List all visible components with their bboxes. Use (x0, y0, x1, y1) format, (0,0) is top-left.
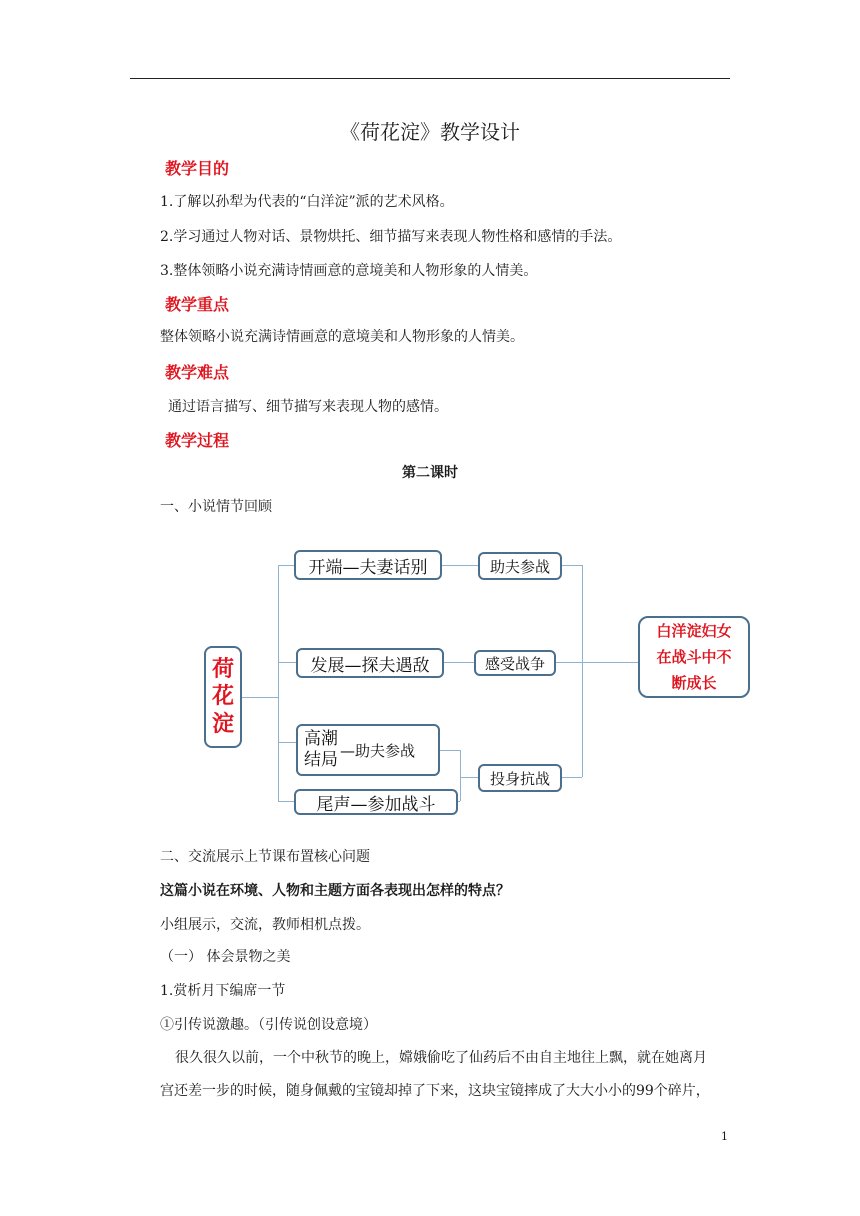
part-1-heading: 一、小说情节回顾 (160, 499, 272, 515)
connector (458, 801, 460, 802)
group-activity: 小组展示，交流，教师相机点拨。 (160, 917, 370, 933)
root-char: 花 (211, 684, 234, 710)
connector (440, 750, 460, 751)
connector (278, 565, 279, 801)
stage-epilogue-label: 尾声—参加战斗 (316, 794, 436, 815)
climax-labels (304, 729, 338, 772)
root-title-box (204, 646, 242, 748)
aim-1: 1.了解以孙犁为代表的“白洋淀”派的艺术风格。 (160, 194, 454, 210)
connector (240, 697, 278, 698)
stage-climax-box (296, 724, 440, 776)
stage-opening-label: 开端—夫妻话别 (308, 557, 428, 578)
heading-difficulties: 教学难点 (165, 363, 230, 382)
root-char: 淀 (211, 711, 234, 737)
theme-help-husband-label: 助夫参战 (489, 557, 550, 576)
plot-diagram (0, 540, 860, 830)
lesson-label: 第二课时 (402, 465, 458, 481)
stage-epilogue-box (294, 789, 458, 815)
connector (444, 662, 474, 663)
theme-feel-war-box (474, 650, 556, 676)
core-question: 这篇小说在环境、人物和主题方面各表现出怎样的特点？ (160, 883, 510, 899)
connector (460, 777, 478, 778)
page-number: 1 (721, 1130, 728, 1143)
heading-key-points: 教学重点 (165, 295, 230, 314)
heading-process: 教学过程 (165, 431, 230, 450)
conclusion-line: 白洋淀妇女 (656, 621, 732, 640)
theme-join-resistance-label: 投身抗战 (489, 769, 550, 788)
stage-opening-box (294, 550, 442, 580)
connector (278, 742, 296, 743)
stage-development-box (296, 648, 444, 678)
item-1a: ①引传说激趣。（引传说创设意境） (160, 1017, 377, 1033)
connector (278, 662, 296, 663)
theme-feel-war-label: 感受战争 (484, 654, 545, 673)
document-title: 《荷花淀》教学设计 (340, 120, 520, 144)
connector (562, 777, 582, 778)
difficulties-text: 通过语言描写、细节描写来表现人物的感情。 (168, 399, 448, 415)
header-rule (130, 78, 730, 79)
stage-development-label: 发展—探夫遇敌 (310, 655, 430, 676)
conclusion-line: 断成长 (671, 674, 717, 693)
connector (442, 565, 478, 566)
subsection-1: （一） 体会景物之美 (160, 949, 291, 965)
aim-3: 3.整体领略小说充满诗情画意的意境美和人物形象的人情美。 (160, 263, 538, 279)
root-char: 荷 (211, 656, 234, 682)
conclusion-box (638, 616, 750, 698)
connector (278, 801, 294, 802)
theme-help-husband-box (478, 552, 562, 580)
theme-join-resistance-box (478, 764, 562, 792)
connector (562, 565, 582, 566)
connector (556, 662, 638, 663)
part-2-heading: 二、交流展示上节课布置核心问题 (160, 849, 370, 865)
stage-ending-label: 结局 (304, 750, 338, 770)
key-points-text: 整体领略小说充满诗情画意的意境美和人物形象的人情美。 (160, 329, 524, 345)
item-1: 1.赏析月下编席一节 (160, 983, 286, 999)
connector (278, 565, 294, 566)
conclusion-line: 在战斗中不 (656, 647, 732, 666)
paragraph-line-2: 宫还差一步的时候，随身佩戴的宝镜却掉了下来，这块宝镜摔成了大大小小的99个碎片， (160, 1083, 710, 1099)
aim-2: 2.学习通过人物对话、景物烘托、细节描写来表现人物性格和感情的手法。 (160, 229, 622, 245)
stage-climax-suffix: —助夫参战 (340, 741, 416, 760)
connector (460, 750, 461, 801)
heading-teaching-aims: 教学目的 (165, 159, 230, 178)
paragraph-line-1: 很久很久以前，一个中秋节的晚上，嫦娥偷吃了仙药后不由自主地往上飘，就在她离月 (175, 1050, 707, 1066)
connector (582, 565, 583, 777)
stage-climax-label: 高潮 (304, 728, 338, 749)
